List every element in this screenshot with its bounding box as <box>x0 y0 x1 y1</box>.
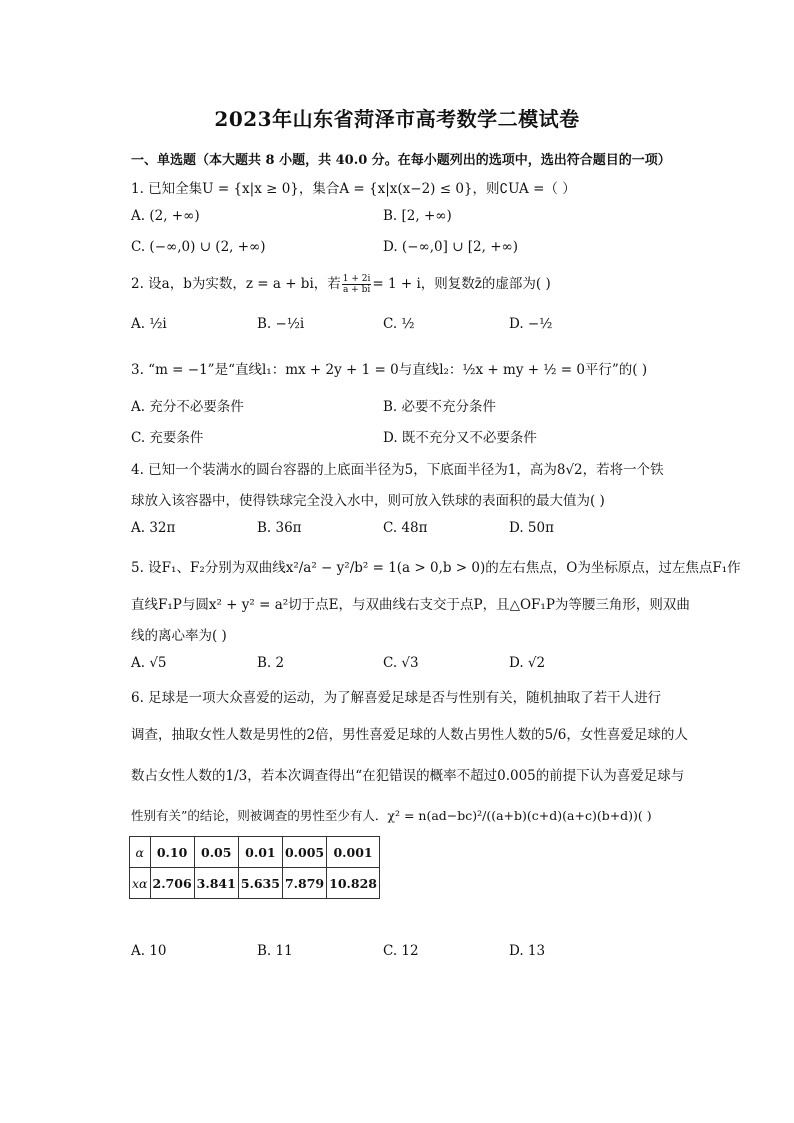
q2-fraction <box>342 274 372 295</box>
table-cell: 0.005 <box>282 837 326 868</box>
q5-option-c[interactable]: C. √3 <box>383 655 419 671</box>
section-heading: 一、单选题（本大题共 8 小题，共 40.0 分。在每小题列出的选项中，选出符合题目的一项） <box>131 153 671 168</box>
q3-option-d[interactable]: D. 既不充分又不必要条件 <box>383 430 537 446</box>
question-6-line-3: 数占女性人数的1/3，若本次调查得出“在犯错误的概率不超过0.005的前提下认为喜爱足球与 <box>131 768 685 784</box>
table-cell: 0.05 <box>194 837 238 868</box>
q4-option-d[interactable]: D. 50π <box>509 520 554 536</box>
q1-option-a[interactable]: A. (2, +∞) <box>131 208 200 224</box>
table-cell: 0.01 <box>238 837 282 868</box>
q6-option-a[interactable]: A. 10 <box>131 943 167 959</box>
q2-frac-num: 1 + 2i <box>342 274 371 284</box>
question-6-line-1: 6. 足球是一项大众喜爱的运动，为了解喜爱足球是否与性别有关，随机抽取了若干人进行 <box>131 690 662 706</box>
q2-option-d[interactable]: D. −½ <box>509 316 553 332</box>
table-cell: 7.879 <box>282 868 326 899</box>
q5-option-b[interactable]: B. 2 <box>257 655 285 671</box>
question-4-line-2: 球放入该容器中，使得铁球完全没入水中，则可放入铁球的表面积的最大值为( ) <box>131 493 605 509</box>
q2-frac-den: a + bi <box>342 285 371 295</box>
page-title: 2023年山东省菏泽市高考数学二模试卷 <box>214 107 580 131</box>
q2-text-pre: 2. 设a，b为实数，z = a + bi，若 <box>131 276 341 292</box>
table-row-label: α <box>130 837 151 868</box>
q2-option-b[interactable]: B. −½i <box>257 316 305 332</box>
q2-option-c[interactable]: C. ½ <box>383 316 415 332</box>
q5-option-d[interactable]: D. √2 <box>509 655 546 671</box>
table-row <box>130 868 380 899</box>
q6-option-c[interactable]: C. 12 <box>383 943 419 959</box>
table-cell: 0.10 <box>150 837 194 868</box>
question-5-line-1: 5. 设F₁、F₂分别为双曲线x²/a² − y²/b² = 1(a > 0,b > 0)的左右焦点，O为坐标原点，过左焦点F₁作 <box>131 560 741 576</box>
question-3: 3. “m = −1”是“直线l₁：mx + 2y + 1 = 0与直线l₂：½x + my + ½ = 0平行”的( ) <box>131 362 648 378</box>
table-cell: 10.828 <box>327 868 380 899</box>
q3-option-c[interactable]: C. 充要条件 <box>131 430 204 446</box>
q4-option-b[interactable]: B. 36π <box>257 520 302 536</box>
question-6-line-2: 调查，抽取女性人数是男性的2倍，男性喜爱足球的人数占男性人数的5/6，女性喜爱足球的人 <box>131 727 688 743</box>
table-cell: 2.706 <box>150 868 194 899</box>
q1-option-d[interactable]: D. (−∞,0] ∪ [2, +∞) <box>383 239 519 255</box>
q3-option-a[interactable]: A. 充分不必要条件 <box>131 399 244 415</box>
q2-option-a[interactable]: A. ½i <box>131 316 167 332</box>
q1-option-b[interactable]: B. [2, +∞) <box>383 208 452 224</box>
q4-option-a[interactable]: A. 32π <box>131 520 176 536</box>
q5-option-a[interactable]: A. √5 <box>131 655 167 671</box>
question-4-line-1: 4. 已知一个装满水的圆台容器的上底面半径为5，下底面半径为1，高为8√2，若将一个铁 <box>131 462 664 478</box>
question-1: 1. 已知全集U = {x|x ≥ 0}，集合A = {x|x(x−2) ≤ 0}，则∁UA =（ ） <box>131 181 576 197</box>
table-cell: 3.841 <box>194 868 238 899</box>
table-row-label: xα <box>130 868 151 899</box>
chi-square-table <box>129 836 380 899</box>
q6-option-b[interactable]: B. 11 <box>257 943 293 959</box>
question-6-line-4: 性别有关”的结论，则被调查的男性至少有人．χ² = n(ad−bc)²/((a+b)(c+d)(a+c)(b+d))( ) <box>131 808 652 823</box>
q3-option-b[interactable]: B. 必要不充分条件 <box>383 399 497 415</box>
table-row <box>130 837 380 868</box>
q1-option-c[interactable]: C. (−∞,0) ∪ (2, +∞) <box>131 239 266 255</box>
q4-option-c[interactable]: C. 48π <box>383 520 428 536</box>
table-cell: 5.635 <box>238 868 282 899</box>
q2-text-post: = 1 + i，则复数z̄的虚部为( ) <box>372 276 551 292</box>
table-cell: 0.001 <box>327 837 380 868</box>
question-5-line-2: 直线F₁P与圆x² + y² = a²切于点E，与双曲线右支交于点P，且△OF₁P为等腰三角形，则双曲 <box>131 597 690 613</box>
question-5-line-3: 线的离心率为( ) <box>131 628 227 644</box>
question-2 <box>131 272 551 295</box>
q6-option-d[interactable]: D. 13 <box>509 943 546 959</box>
